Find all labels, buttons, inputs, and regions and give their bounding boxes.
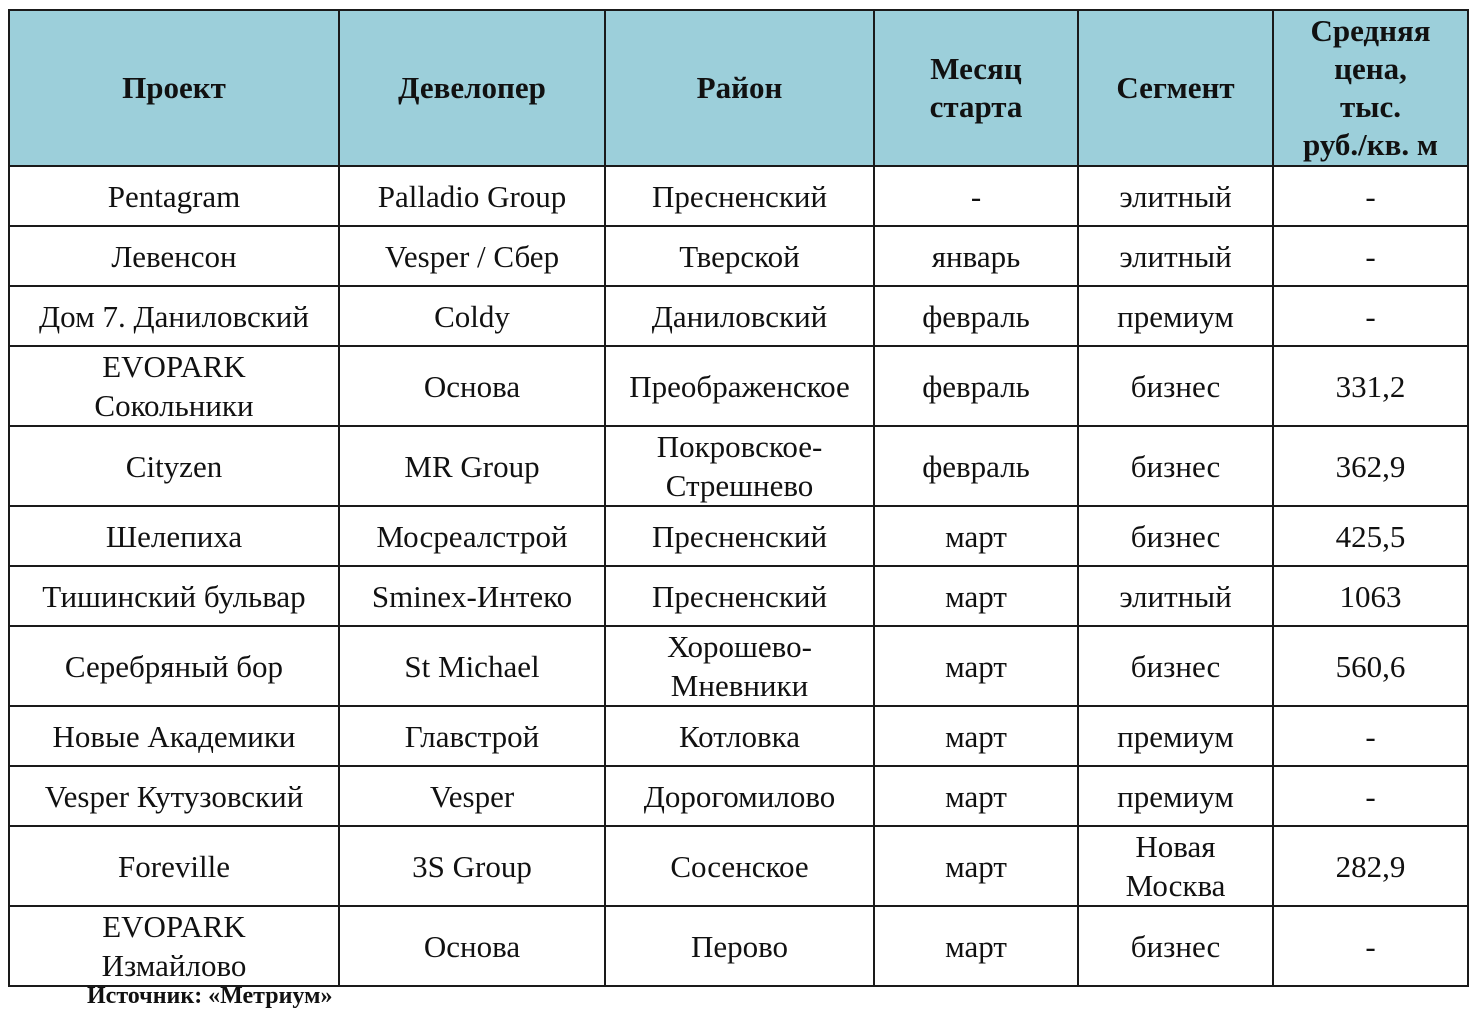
cell-text-line: элитный [1119, 578, 1232, 614]
cell-district [605, 426, 874, 506]
column-header-district [605, 10, 874, 166]
cell-text-line: март [945, 648, 1007, 684]
cell-start-month [874, 566, 1078, 626]
table-row [9, 166, 1468, 226]
cell-start-month [874, 226, 1078, 286]
cell-segment [1078, 166, 1273, 226]
cell-start-month [874, 286, 1078, 346]
cell-text-line: Шелепиха [105, 518, 243, 554]
cell-text-line: бизнес [1130, 448, 1221, 484]
cell-text-line: бизнес [1130, 518, 1221, 554]
cell-text-line: Тверской [679, 238, 800, 274]
cell-project [9, 826, 339, 906]
cell-project [9, 766, 339, 826]
table-row [9, 226, 1468, 286]
cell-developer [339, 506, 605, 566]
cell-text-line: бизнес [1130, 648, 1221, 684]
cell-text-line: Пресненский [651, 578, 828, 614]
cell-project [9, 626, 339, 706]
cell-text-line: Измайлово [101, 948, 247, 983]
cell-district [605, 766, 874, 826]
cell-text-line: Vesper [429, 778, 515, 814]
cell-text-line: Левенсон [111, 238, 237, 274]
cell-text-line: Серебряный бор [64, 648, 284, 684]
table-row [9, 566, 1468, 626]
cell-avg-price [1273, 226, 1468, 286]
cell-segment [1078, 226, 1273, 286]
cell-project [9, 426, 339, 506]
cell-text-line: март [945, 578, 1007, 614]
cell-text-line: 282,9 [1335, 848, 1406, 884]
cell-text-line: Новые Академики [52, 718, 296, 754]
cell-text-line: St Michael [404, 648, 540, 684]
cell-text-line: EVOPARK [102, 349, 246, 384]
column-header-developer [339, 10, 605, 166]
cell-project [9, 566, 339, 626]
cell-text-line: EVOPARK [102, 909, 246, 944]
cell-text-line: 3S Group [412, 848, 532, 884]
cell-developer [339, 706, 605, 766]
cell-text-line: Vesper / Сбер [384, 238, 560, 274]
cell-district [605, 166, 874, 226]
cell-text-line: Vesper Кутузовский [44, 778, 304, 814]
cell-text-line: Sminex-Интеко [371, 578, 573, 614]
cell-text-line: Стрешнево [665, 468, 814, 503]
cell-text-line: Сокольники [94, 388, 254, 423]
cell-district [605, 706, 874, 766]
cell-text-line: Перово [690, 928, 789, 964]
cell-text-line: элитный [1119, 238, 1232, 274]
cell-text-line: февраль [922, 448, 1030, 484]
cell-text-line: Главстрой [404, 718, 540, 754]
cell-segment [1078, 566, 1273, 626]
cell-start-month [874, 766, 1078, 826]
cell-avg-price [1273, 506, 1468, 566]
cell-developer [339, 566, 605, 626]
cell-developer [339, 286, 605, 346]
cell-district [605, 826, 874, 906]
cell-text-line: март [945, 518, 1007, 554]
cell-text-line: 560,6 [1335, 648, 1406, 684]
cell-text-line: Coldy [434, 298, 510, 334]
cell-district [605, 346, 874, 426]
cell-text-line: - [970, 178, 982, 214]
cell-text-line: Основа [423, 368, 521, 404]
cell-district [605, 566, 874, 626]
column-header-start-month [874, 10, 1078, 166]
cell-text-line: премиум [1117, 298, 1234, 334]
cell-text-line: бизнес [1130, 928, 1221, 964]
cell-segment [1078, 906, 1273, 986]
table-row [9, 826, 1468, 906]
table-header-row [9, 10, 1468, 166]
cell-text-line: 331,2 [1335, 368, 1406, 404]
cell-avg-price [1273, 566, 1468, 626]
cell-text-line: - [1365, 238, 1376, 274]
cell-developer [339, 226, 605, 286]
cell-segment [1078, 286, 1273, 346]
cell-text-line: 1063 [1339, 578, 1402, 614]
cell-start-month [874, 826, 1078, 906]
cell-project [9, 906, 339, 986]
cell-developer [339, 906, 605, 986]
cell-segment [1078, 826, 1273, 906]
cell-start-month [874, 626, 1078, 706]
cell-text-line: Сегмент [1116, 70, 1235, 105]
cell-avg-price [1273, 426, 1468, 506]
cell-text-line: тыс. [1340, 89, 1401, 124]
cell-text-line: Мосреалстрой [376, 518, 568, 554]
cell-text-line: Средняя [1310, 13, 1431, 48]
cell-text-line: Пресненский [651, 178, 828, 214]
cell-segment [1078, 626, 1273, 706]
cell-text-line: Основа [423, 928, 521, 964]
cell-text-line: Pentagram [107, 178, 241, 214]
cell-text-line: цена, [1334, 51, 1407, 86]
cell-text-line: Новая [1135, 829, 1216, 864]
cell-text-line: Пресненский [651, 518, 828, 554]
cell-segment [1078, 506, 1273, 566]
cell-start-month [874, 166, 1078, 226]
table-row [9, 706, 1468, 766]
table-row [9, 346, 1468, 426]
cell-developer [339, 166, 605, 226]
cell-text-line: январь [931, 238, 1021, 274]
cell-text-line: 425,5 [1335, 518, 1406, 554]
cell-segment [1078, 706, 1273, 766]
cell-text-line: Котловка [679, 718, 800, 754]
cell-avg-price [1273, 346, 1468, 426]
cell-avg-price [1273, 626, 1468, 706]
cell-text-line: 362,9 [1335, 448, 1406, 484]
cell-project [9, 286, 339, 346]
column-header-project [9, 10, 339, 166]
cell-text-line: март [945, 928, 1007, 964]
cell-district [605, 626, 874, 706]
cell-text-line: - [1365, 928, 1376, 964]
cell-text-line: премиум [1117, 718, 1234, 754]
cell-text-line: - [1365, 718, 1376, 754]
cell-text-line: Хорошево- [667, 629, 812, 664]
cell-text-line: Покровское- [656, 429, 823, 464]
cell-project [9, 226, 339, 286]
cell-start-month [874, 906, 1078, 986]
cell-project [9, 346, 339, 426]
cell-developer [339, 766, 605, 826]
cell-text-line: бизнес [1130, 368, 1221, 404]
cell-text-line: Дом 7. Даниловский [39, 298, 309, 334]
cell-start-month [874, 426, 1078, 506]
source-note: Источник: «Метриум» [87, 983, 333, 1009]
cell-text-line: старта [929, 89, 1023, 124]
cell-text-line: Сосенское [670, 848, 809, 884]
cell-text-line: Даниловский [651, 298, 828, 334]
cell-text-line: Район [696, 70, 783, 105]
cell-text-line: Месяц [930, 51, 1022, 86]
cell-avg-price [1273, 166, 1468, 226]
cell-text-line: февраль [922, 298, 1030, 334]
table-row [9, 506, 1468, 566]
cell-text-line: Проект [122, 70, 226, 105]
cell-text-line: Девелопер [398, 70, 546, 105]
table-row [9, 426, 1468, 506]
cell-start-month [874, 346, 1078, 426]
cell-avg-price [1273, 286, 1468, 346]
cell-district [605, 226, 874, 286]
cell-text-line: Cityzen [125, 448, 223, 484]
cell-avg-price [1273, 766, 1468, 826]
cell-text-line: Москва [1125, 868, 1226, 903]
table-row [9, 286, 1468, 346]
table-body [9, 166, 1468, 986]
table-row [9, 766, 1468, 826]
cell-developer [339, 626, 605, 706]
cell-text-line: Преображенское [629, 368, 850, 404]
cell-developer [339, 426, 605, 506]
cell-district [605, 286, 874, 346]
cell-text-line: март [945, 718, 1007, 754]
cell-start-month [874, 706, 1078, 766]
cell-text-line: MR Group [404, 448, 540, 484]
cell-avg-price [1273, 706, 1468, 766]
cell-start-month [874, 506, 1078, 566]
cell-text-line: Foreville [118, 848, 230, 884]
cell-district [605, 506, 874, 566]
cell-text-line: март [945, 778, 1007, 814]
cell-avg-price [1273, 906, 1468, 986]
column-header-avg-price [1273, 10, 1468, 166]
cell-segment [1078, 426, 1273, 506]
cell-text-line: - [1365, 178, 1376, 214]
cell-text-line: Мневники [670, 668, 809, 703]
cell-text-line: руб./кв. м [1302, 127, 1438, 162]
cell-segment [1078, 766, 1273, 826]
table-row [9, 906, 1468, 986]
column-header-segment [1078, 10, 1273, 166]
cell-text-line: март [945, 848, 1007, 884]
new-projects-table [8, 9, 1469, 987]
table-row [9, 626, 1468, 706]
cell-district [605, 906, 874, 986]
cell-project [9, 506, 339, 566]
cell-project [9, 166, 339, 226]
cell-text-line: - [1365, 298, 1376, 334]
cell-text-line: Тишинский бульвар [42, 578, 306, 614]
cell-text-line: элитный [1119, 178, 1232, 214]
cell-avg-price [1273, 826, 1468, 906]
cell-text-line: - [1365, 778, 1376, 814]
cell-project [9, 706, 339, 766]
cell-text-line: премиум [1117, 778, 1234, 814]
cell-text-line: февраль [922, 368, 1030, 404]
cell-segment [1078, 346, 1273, 426]
cell-text-line: Palladio Group [377, 178, 567, 214]
cell-text-line: Дорогомилово [643, 778, 836, 814]
cell-developer [339, 346, 605, 426]
cell-developer [339, 826, 605, 906]
